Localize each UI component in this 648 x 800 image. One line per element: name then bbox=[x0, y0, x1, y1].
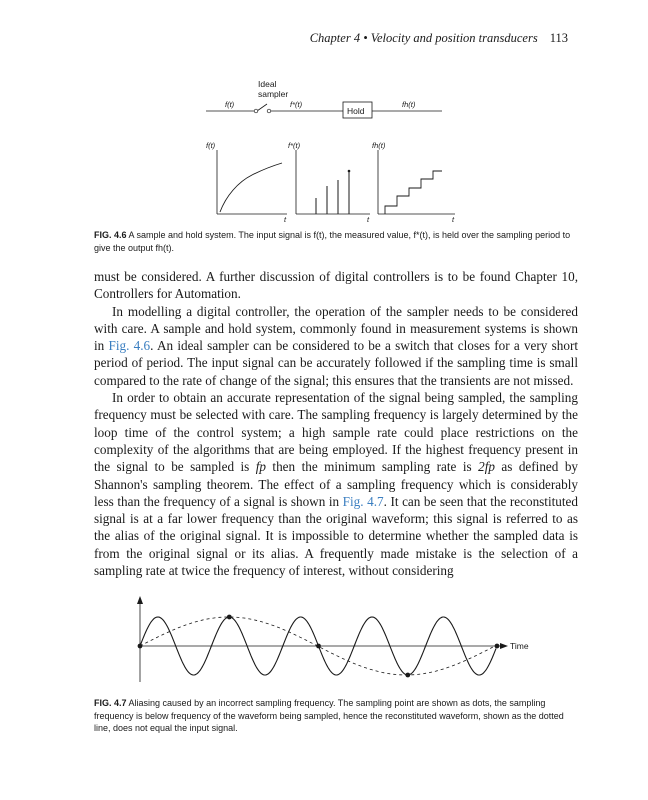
t-label-1: t bbox=[284, 215, 287, 224]
body-text bbox=[94, 268, 578, 579]
fig-4-6-link[interactable]: Fig. 4.6 bbox=[108, 338, 151, 354]
staircase-output bbox=[385, 171, 442, 214]
t-label-3: t bbox=[452, 215, 455, 224]
sample-dot bbox=[495, 644, 500, 649]
fstar-label-diagram: f*(t) bbox=[290, 100, 303, 109]
fh-label-diagram: fh(t) bbox=[402, 100, 416, 109]
fstar-label-plot: f*(t) bbox=[288, 141, 301, 150]
fp-symbol: fp bbox=[255, 459, 266, 475]
switch-pivot-icon bbox=[254, 109, 258, 113]
figure-4-7 bbox=[0, 590, 648, 690]
sampler-switch bbox=[257, 104, 267, 111]
figure-4-6-caption-label: FIG. 4.6 bbox=[94, 230, 127, 240]
paragraph-2-text-b: . An ideal sampler can be considered to be a switch that closes for a very short period of period. The input signal can be accurately followed if the sampling time is small compared to the rate of change of the signal; this ensures that the transients are not missed. bbox=[94, 338, 579, 388]
paragraph-2-text-a: In modelling a digital controller, the operation of the sampler needs to be considered with care. A sample and hold system, commonly found in measurement systems is shown in bbox=[94, 303, 578, 354]
paragraph-3-text-a: In order to obtain an accurate representation of the signal being sampled, the sampling frequency must be selected with care. The sampling frequency is largely determined by the loop time of the control system; a high sample rate could place restrictions on the complexity of the algorithms that are being employed. If the highest frequency present in the signal to be sampled is bbox=[94, 390, 578, 475]
ft-label-diagram: f(t) bbox=[225, 100, 235, 109]
paragraph-3-text-d: . It can be seen that the reconstituted signal is at a far lower frequency than the original waveform; this signal is referred to as the alias of the original signal. It is impossible to determine whether the sampled data is from the original signal or its alias. A frequently made mistake is the selection of a sampling rate at twice the frequency of interest, without considering bbox=[94, 493, 578, 579]
sampler-label: sampler bbox=[258, 89, 289, 99]
fig47-time-arrow-icon bbox=[500, 643, 508, 649]
figure-4-7-caption-label: FIG. 4.7 bbox=[94, 698, 127, 708]
fh-label-plot: fh(t) bbox=[372, 141, 386, 150]
paragraph-1-text: must be considered. A further discussion of digital controllers is to be found Chapter 10, Controllers for Automation. bbox=[94, 269, 578, 302]
impulse-tip bbox=[348, 170, 351, 173]
input-curve bbox=[220, 163, 282, 212]
page-number: 113 bbox=[549, 31, 568, 45]
switch-contact-icon bbox=[267, 109, 271, 113]
2fp-symbol: 2fp bbox=[478, 459, 495, 475]
fig47-y-arrow-icon bbox=[137, 596, 143, 604]
fig-4-7-link[interactable]: Fig. 4.7 bbox=[342, 493, 384, 509]
ft-label-plot: f(t) bbox=[206, 141, 216, 150]
paragraph-3-text-c: as defined by Shannon's sampling theorem. The effect of a sampling frequency which is considerably less than the frequency of a signal is shown in bbox=[94, 459, 579, 509]
t-label-2: t bbox=[367, 215, 370, 224]
paragraph-2 bbox=[94, 303, 578, 389]
time-label: Time bbox=[510, 641, 529, 651]
sample-dot bbox=[316, 644, 321, 649]
hold-label: Hold bbox=[347, 106, 365, 116]
paragraph-3 bbox=[94, 389, 578, 579]
sample-dot bbox=[227, 615, 232, 620]
figure-4-7-caption-text: Aliasing caused by an incorrect sampling frequency. The sampling point are shown as dots, the sampling frequency is below frequency of the waveform being sampled, hence the reconstituted waveform, shown as the dotted line, does not equal the input signal. bbox=[94, 698, 564, 733]
figure-4-7-caption bbox=[94, 697, 578, 735]
figure-4-6-caption bbox=[94, 229, 578, 254]
chapter-title: Chapter 4 • Velocity and position transducers bbox=[309, 31, 538, 45]
figure-4-6-caption-text: A sample and hold system. The input signal is f(t), the measured value, f*(t), is held over the sampling period to give the output fh(t). bbox=[94, 230, 571, 253]
figure-4-6 bbox=[0, 0, 648, 230]
paragraph-1 bbox=[94, 268, 578, 303]
ideal-label: Ideal bbox=[258, 79, 277, 89]
sample-dot bbox=[405, 673, 410, 678]
sample-dot bbox=[138, 644, 143, 649]
paragraph-3-text-b: then the minimum sampling rate is bbox=[265, 459, 479, 475]
